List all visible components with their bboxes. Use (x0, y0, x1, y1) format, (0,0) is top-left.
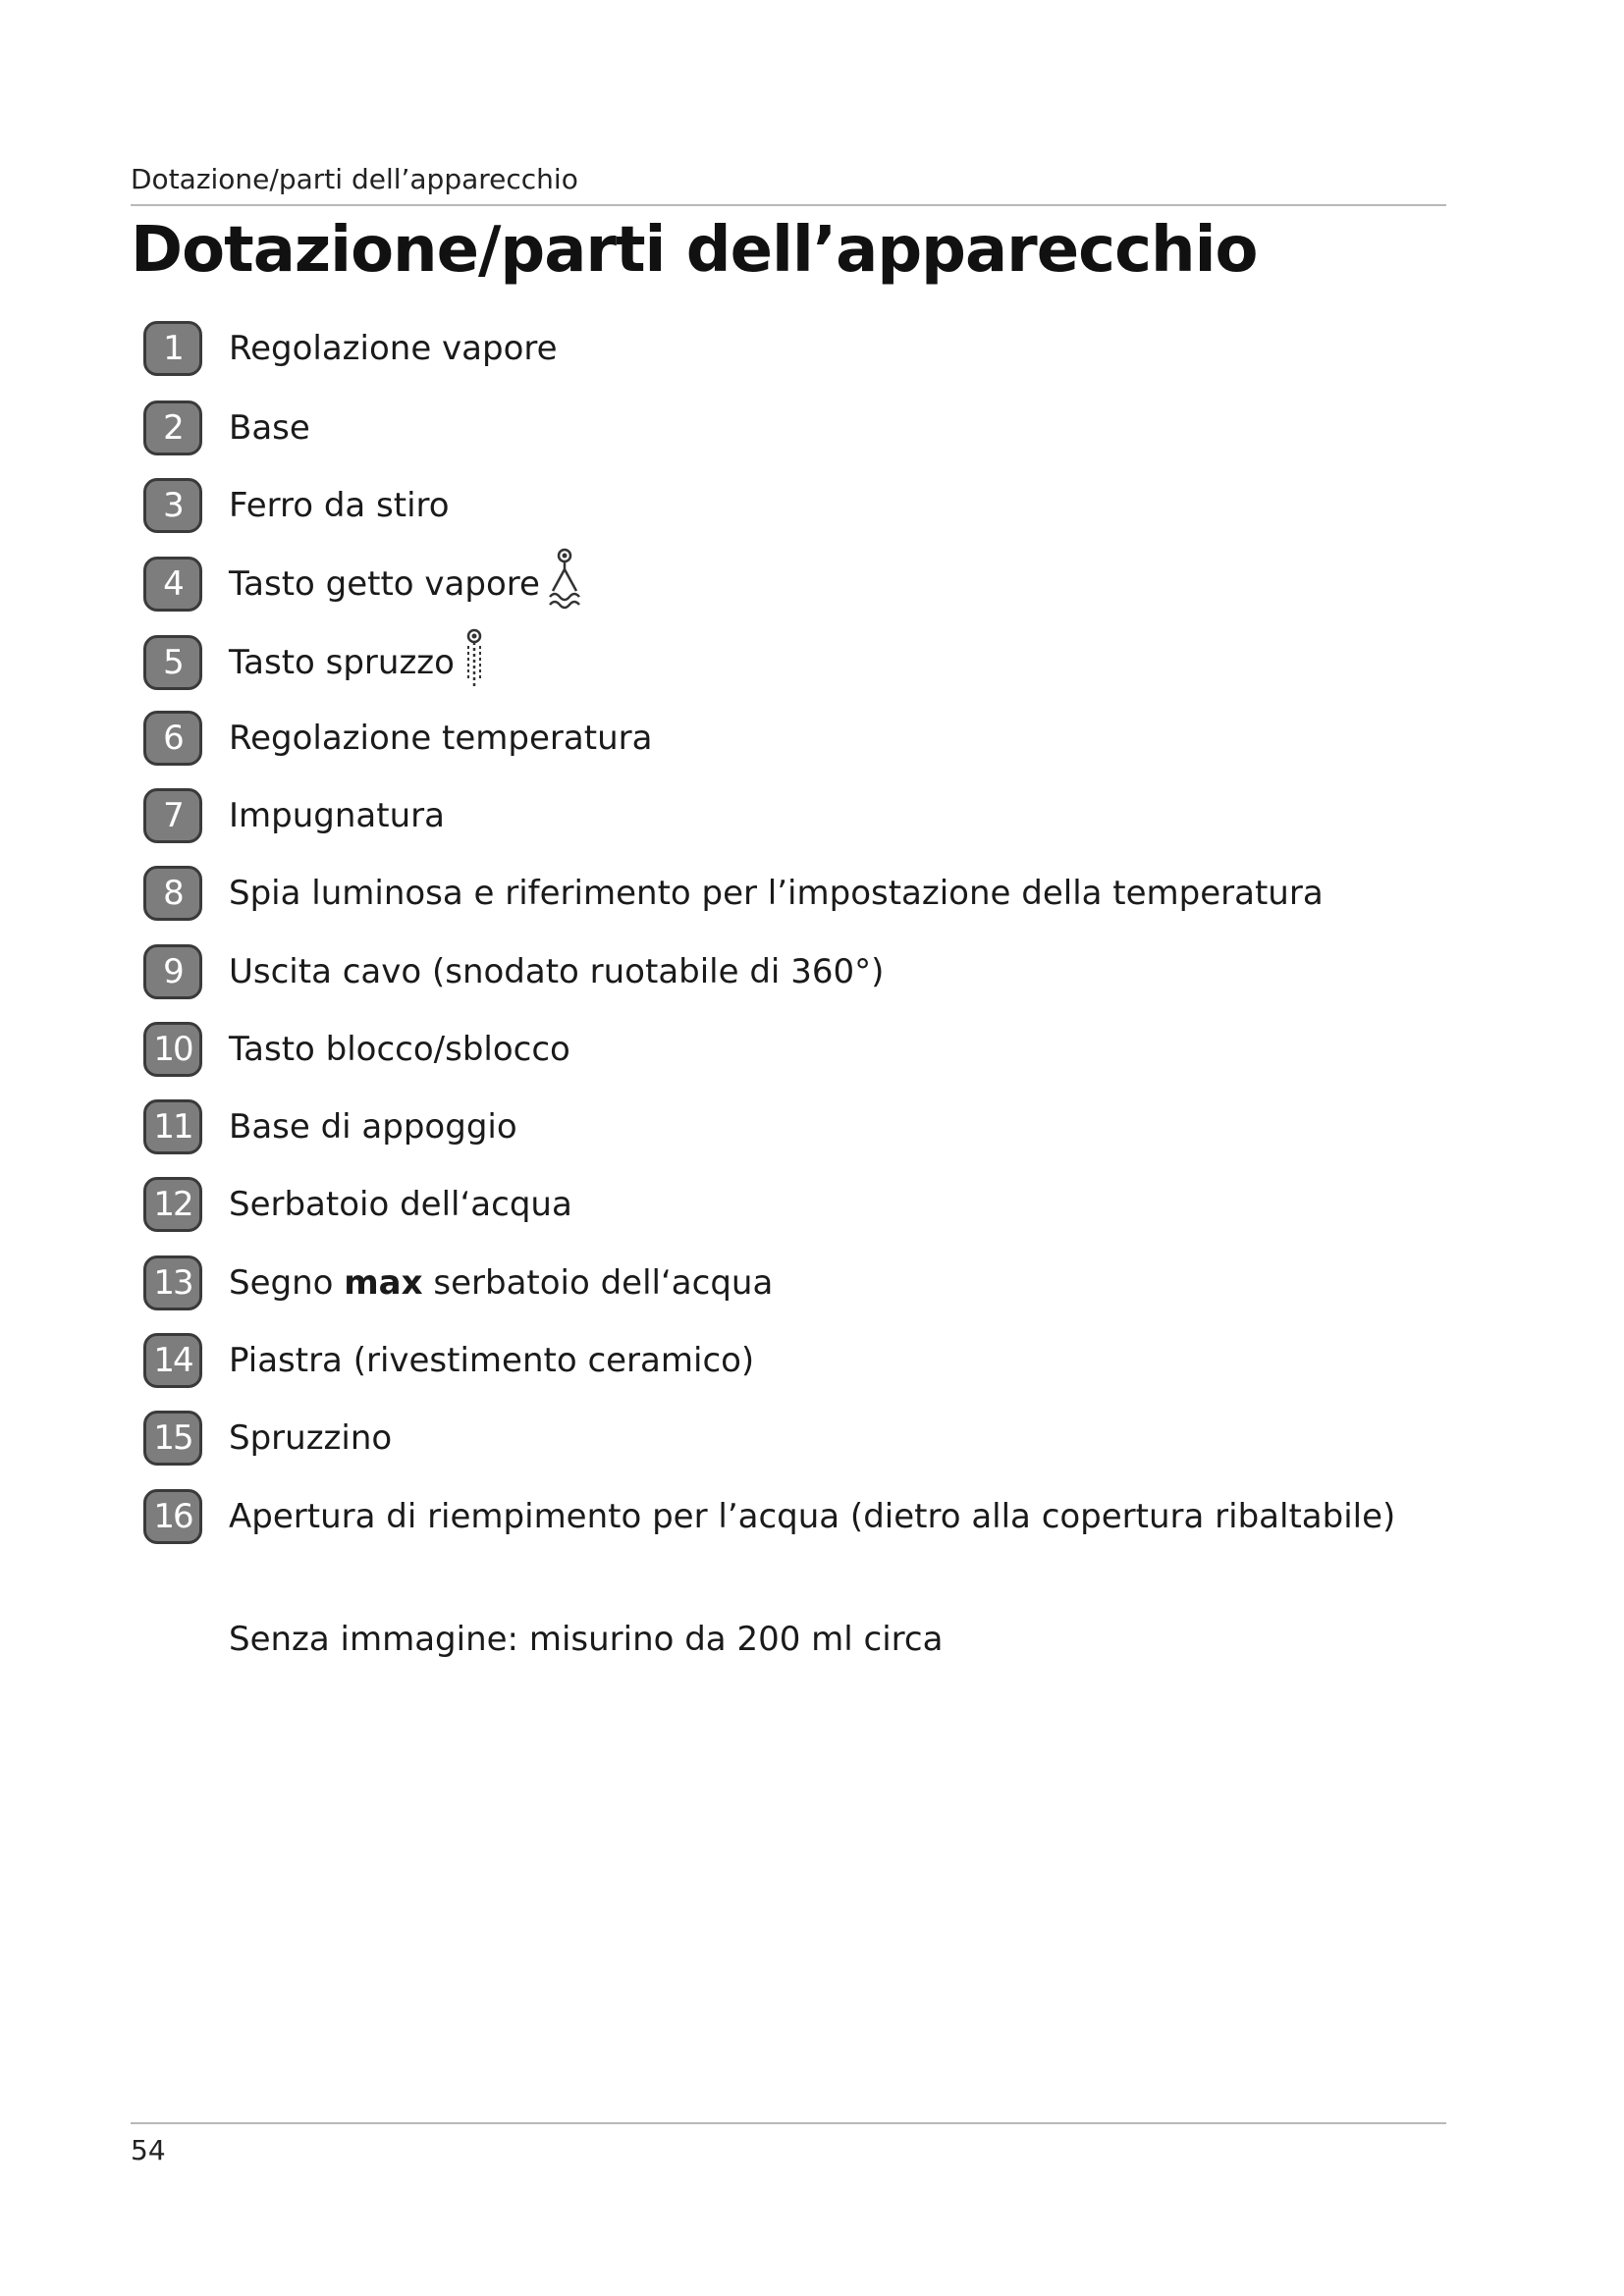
list-item (143, 634, 488, 691)
item-number-badge: 2 (143, 400, 202, 455)
item-number-badge: 16 (143, 1489, 202, 1544)
list-item (143, 1488, 1395, 1545)
list-item (143, 710, 652, 767)
list-item (143, 865, 1324, 922)
list-item (143, 1176, 572, 1233)
item-number-badge: 9 (143, 944, 202, 999)
item-number-badge: 15 (143, 1411, 202, 1466)
item-number-badge: 11 (143, 1099, 202, 1154)
item-label (229, 628, 488, 698)
page-number: 54 (131, 2134, 166, 2166)
item-label: Regolazione temperatura (229, 719, 653, 758)
list-item (143, 1410, 392, 1467)
list-item (143, 400, 310, 456)
item-label: Apertura di riempimento per l’acqua (dietro alla copertura ribaltabile) (229, 1497, 1396, 1536)
item-label-text: Tasto getto vapore (229, 564, 540, 604)
item-number-badge: 6 (143, 711, 202, 766)
list-item (143, 943, 884, 1000)
footer-divider (131, 2122, 1446, 2124)
item-label-text: Tasto spruzzo (229, 643, 455, 682)
item-number-badge: 1 (143, 321, 202, 376)
list-item (143, 320, 558, 377)
item-number-badge: 5 (143, 635, 202, 690)
item-label: Spia luminosa e riferimento per l’impostazione della temperatura (229, 874, 1324, 913)
item-label: Piastra (rivestimento ceramico) (229, 1341, 755, 1380)
item-number-badge: 7 (143, 788, 202, 843)
item-label (229, 548, 583, 621)
page-title: Dotazione/parti dell’apparecchio (131, 214, 1258, 287)
item-label: Uscita cavo (snodato ruotabile di 360°) (229, 952, 885, 991)
item-label: Serbatoio dell‘acqua (229, 1185, 572, 1224)
list-item (143, 477, 450, 534)
steam-burst-icon (546, 548, 583, 621)
item-label: Ferro da stiro (229, 486, 450, 525)
item-label-suffix: serbatoio dell‘acqua (422, 1263, 774, 1303)
list-item (143, 1332, 754, 1389)
list-item (143, 1255, 773, 1311)
item-number-badge: 4 (143, 557, 202, 612)
item-number-badge: 3 (143, 478, 202, 533)
item-label-prefix: Segno (229, 1263, 345, 1303)
item-label: Base di appoggio (229, 1107, 517, 1147)
item-label: Regolazione vapore (229, 329, 558, 368)
item-number-badge: 12 (143, 1177, 202, 1232)
item-number-badge: 13 (143, 1255, 202, 1310)
item-number-badge: 8 (143, 866, 202, 921)
item-label: Base (229, 408, 310, 448)
max-mark-term: max (344, 1263, 423, 1303)
item-number-badge: 10 (143, 1022, 202, 1077)
accessory-note: Senza immagine: misurino da 200 ml circa (229, 1620, 944, 1659)
list-item (143, 556, 583, 613)
item-label: Impugnatura (229, 796, 445, 835)
item-number-badge: 14 (143, 1333, 202, 1388)
item-label: Spruzzino (229, 1418, 393, 1458)
spray-icon (460, 628, 488, 698)
list-item (143, 787, 445, 844)
header-divider (131, 204, 1446, 206)
item-label (229, 1263, 773, 1303)
list-item (143, 1098, 517, 1155)
item-label: Tasto blocco/sblocco (229, 1030, 570, 1069)
running-header: Dotazione/parti dell’apparecchio (131, 163, 578, 195)
list-item (143, 1021, 570, 1078)
